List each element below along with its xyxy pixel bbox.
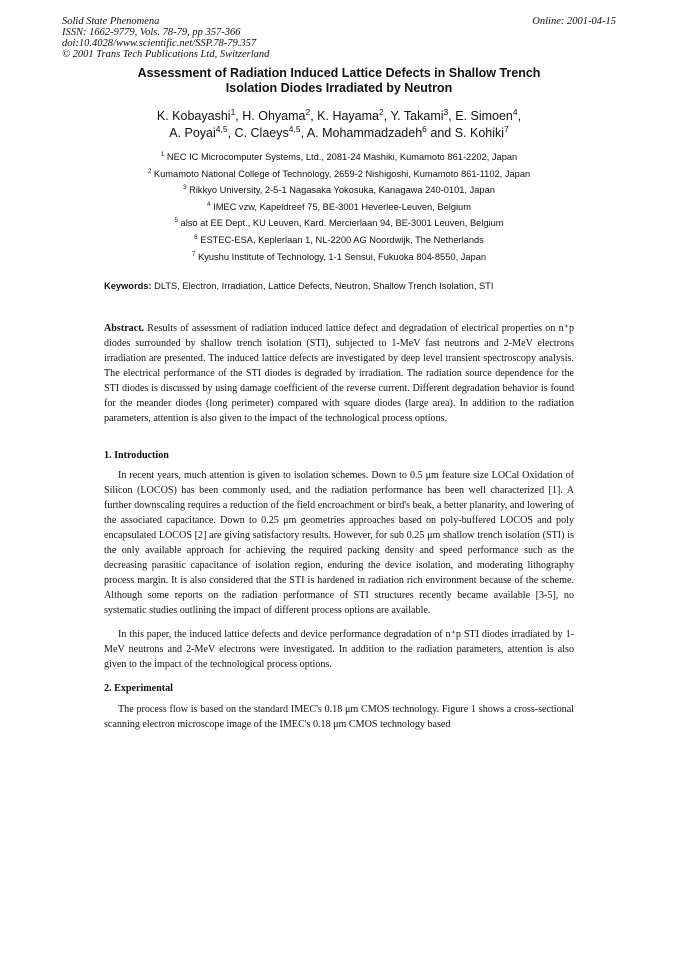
affiliation-text: Rikkyo University, 2-5-1 Nagasaka Yokosuka, Kanagawa 240-0101, Japan — [189, 185, 495, 196]
title-line-1: Assessment of Radiation Induced Lattice Defects in Shallow Trench — [137, 66, 541, 80]
journal-header — [62, 16, 616, 60]
online-date: Online: 2001-04-15 — [532, 16, 616, 27]
paragraph-text: In recent years, much attention is given to isolation schemes. Down to 0.5 μm feature size LOCal Oxidation of Silicon (LOCOS) has been commonly used, and the radiation performance has been well characterized [1]. A further downscaling requires a reduction of the field encroachment or bird's beak, a better planarity, and lowering of the associated capacitance. Down to 0.25 μm geometries approaches based on poly-buffered LOCOS and poly encapsulated LOCOS [2] are giving satisfactory results. However, for sub 0.25 μm shallow trench isolation (STI) is the only available approach for achieving the required packing density and speed performance such as the decreasing parasitic capacitance of isolation region, enduring the device isolation, and moderating lithography process margin. It is also considered that the STI is hardened in radiation rich environment because of the scheme. Although some reports on the radiation performance of STI structures recently became available [3-5], no systematic studies outlining the impact of different process options are available. — [104, 470, 574, 616]
abstract — [104, 321, 574, 426]
author-name: E. Simoen — [455, 109, 513, 123]
affiliation — [62, 232, 616, 249]
doi-line: doi:10.4028/www.scientific.net/SSP.78-79.357 — [62, 38, 257, 49]
author-name: A. Mohammadzadeh — [306, 126, 423, 140]
paper-title — [62, 66, 616, 96]
affiliation-text: Kumamoto National College of Technology, 2659-2 Nishigoshi, Kumamoto 861-1102, Japan — [153, 168, 531, 179]
paragraph-text: In this paper, the induced lattice defects and device performance degradation of n⁺p STI diodes irradiated by 1-MeV neutrons and 2-MeV electrons were investigated. In addition to the radiation parameters, attention is also given to the impact of the technological process options. — [104, 629, 574, 670]
affiliation-number: 2 — [147, 167, 152, 175]
author-list — [62, 108, 616, 142]
author-separator: , — [448, 109, 456, 123]
author-name: Y. Takami — [390, 109, 444, 123]
affiliation — [62, 215, 616, 232]
author-affil-mark: 1 — [230, 106, 236, 117]
author-affil-mark: 4,5 — [215, 123, 228, 134]
affiliation — [62, 166, 616, 183]
keywords — [104, 280, 574, 292]
section-heading-introduction: 1. Introduction — [104, 450, 169, 461]
author-name: H. Ohyama — [242, 109, 306, 123]
author-affil-mark: 2 — [379, 106, 384, 117]
experimental-paragraph-1 — [104, 702, 574, 732]
author-name: S. Kohiki — [454, 126, 505, 140]
author-line-2 — [62, 125, 616, 142]
affiliation-text: ESTEC-ESA, Keplerlaan 1, NL-2200 AG Noordwijk, The Netherlands — [200, 234, 484, 245]
affiliation-text: Kyushu Institute of Technology, 1-1 Sensui, Fukuoka 804-8550, Japan — [198, 251, 487, 262]
affiliation — [62, 249, 616, 266]
affiliation-number: 1 — [160, 150, 165, 158]
author-affil-mark: 7 — [504, 123, 509, 134]
author-name: C. Claeys — [234, 126, 289, 140]
journal-name: Solid State Phenomena — [62, 16, 160, 27]
author-separator: , — [383, 109, 391, 123]
copyright-line: © 2001 Trans Tech Publications Ltd, Switzerland — [62, 49, 270, 60]
author-affil-mark: 3 — [443, 106, 449, 117]
author-separator: , — [300, 126, 307, 140]
author-name: K. Hayama — [317, 109, 379, 123]
author-name: A. Poyai — [169, 126, 216, 140]
author-line-1 — [62, 108, 616, 125]
affiliation-number: 6 — [194, 233, 198, 241]
author-affil-mark: 6 — [422, 123, 427, 134]
affiliation-text: IMEC vzw, Kapeldreef 75, BE-3001 Heverlee-Leuven, Belgium — [213, 201, 471, 212]
intro-paragraph-1 — [104, 468, 574, 618]
affiliation-number: 5 — [174, 217, 178, 225]
author-separator: , — [227, 126, 235, 140]
affiliation — [62, 182, 616, 199]
keywords-label: Keywords: — [104, 281, 152, 291]
title-line-2: Isolation Diodes Irradiated by Neutron — [225, 81, 453, 95]
affiliation-text: also at EE Dept., KU Leuven, Kard. Mercierlaan 94, BE-3001 Leuven, Belgium — [180, 218, 504, 229]
author-separator: and — [426, 126, 455, 140]
affiliation-text: NEC IC Microcomputer Systems, Ltd., 2081-24 Mashiki, Kumamoto 861-2202, Japan — [166, 152, 518, 162]
affiliation-number: 3 — [183, 184, 187, 192]
affiliation-number: 4 — [207, 200, 211, 208]
author-affil-mark: 2 — [305, 106, 311, 117]
author-separator: , — [517, 109, 522, 123]
affiliation-number: 7 — [191, 250, 196, 258]
paragraph-text: The process flow is based on the standard IMEC's 0.18 μm CMOS technology. Figure 1 shows a cross-sectional scanning electron microscope image of the IMEC's 0.18 μm CMOS technology based — [104, 704, 574, 730]
author-affil-mark: 4 — [512, 106, 518, 117]
author-separator: , — [310, 109, 318, 123]
affiliation — [62, 199, 616, 216]
author-name: K. Kobayashi — [156, 109, 231, 123]
intro-paragraph-2 — [104, 627, 574, 672]
issn-line: ISSN: 1662-9779, Vols. 78-79, pp 357-366 — [62, 27, 241, 38]
abstract-text: Results of assessment of radiation induced lattice defect and degradation of electrical properties on n⁺p diodes surrounded by shallow trench isolation (STI), subjected to 1-MeV fast neutrons and 2-MeV electrons irradiation are presented. The induced lattice defects are investigated by deep level transient spectroscopy analysis. The electrical performance of the STI diodes is degraded by irradiation. The radiation source dependence for the STI diodes is discussed by using damage coefficient of the reverse current. Different degradation behavior is found for the meander diodes (long perimeter) compared with square diodes (large area). In addition to the radiation parameters, attention is also given to the impact of the technological process options. — [104, 323, 575, 424]
abstract-label: Abstract. — [104, 323, 145, 334]
section-heading-experimental: 2. Experimental — [104, 683, 173, 694]
author-separator: , — [235, 109, 243, 123]
affiliation-list — [62, 149, 616, 265]
author-affil-mark: 4,5 — [288, 123, 301, 134]
affiliation — [62, 149, 616, 166]
keywords-text: DLTS, Electron, Irradiation, Lattice Defects, Neutron, Shallow Trench Isolation, STI — [154, 281, 494, 291]
